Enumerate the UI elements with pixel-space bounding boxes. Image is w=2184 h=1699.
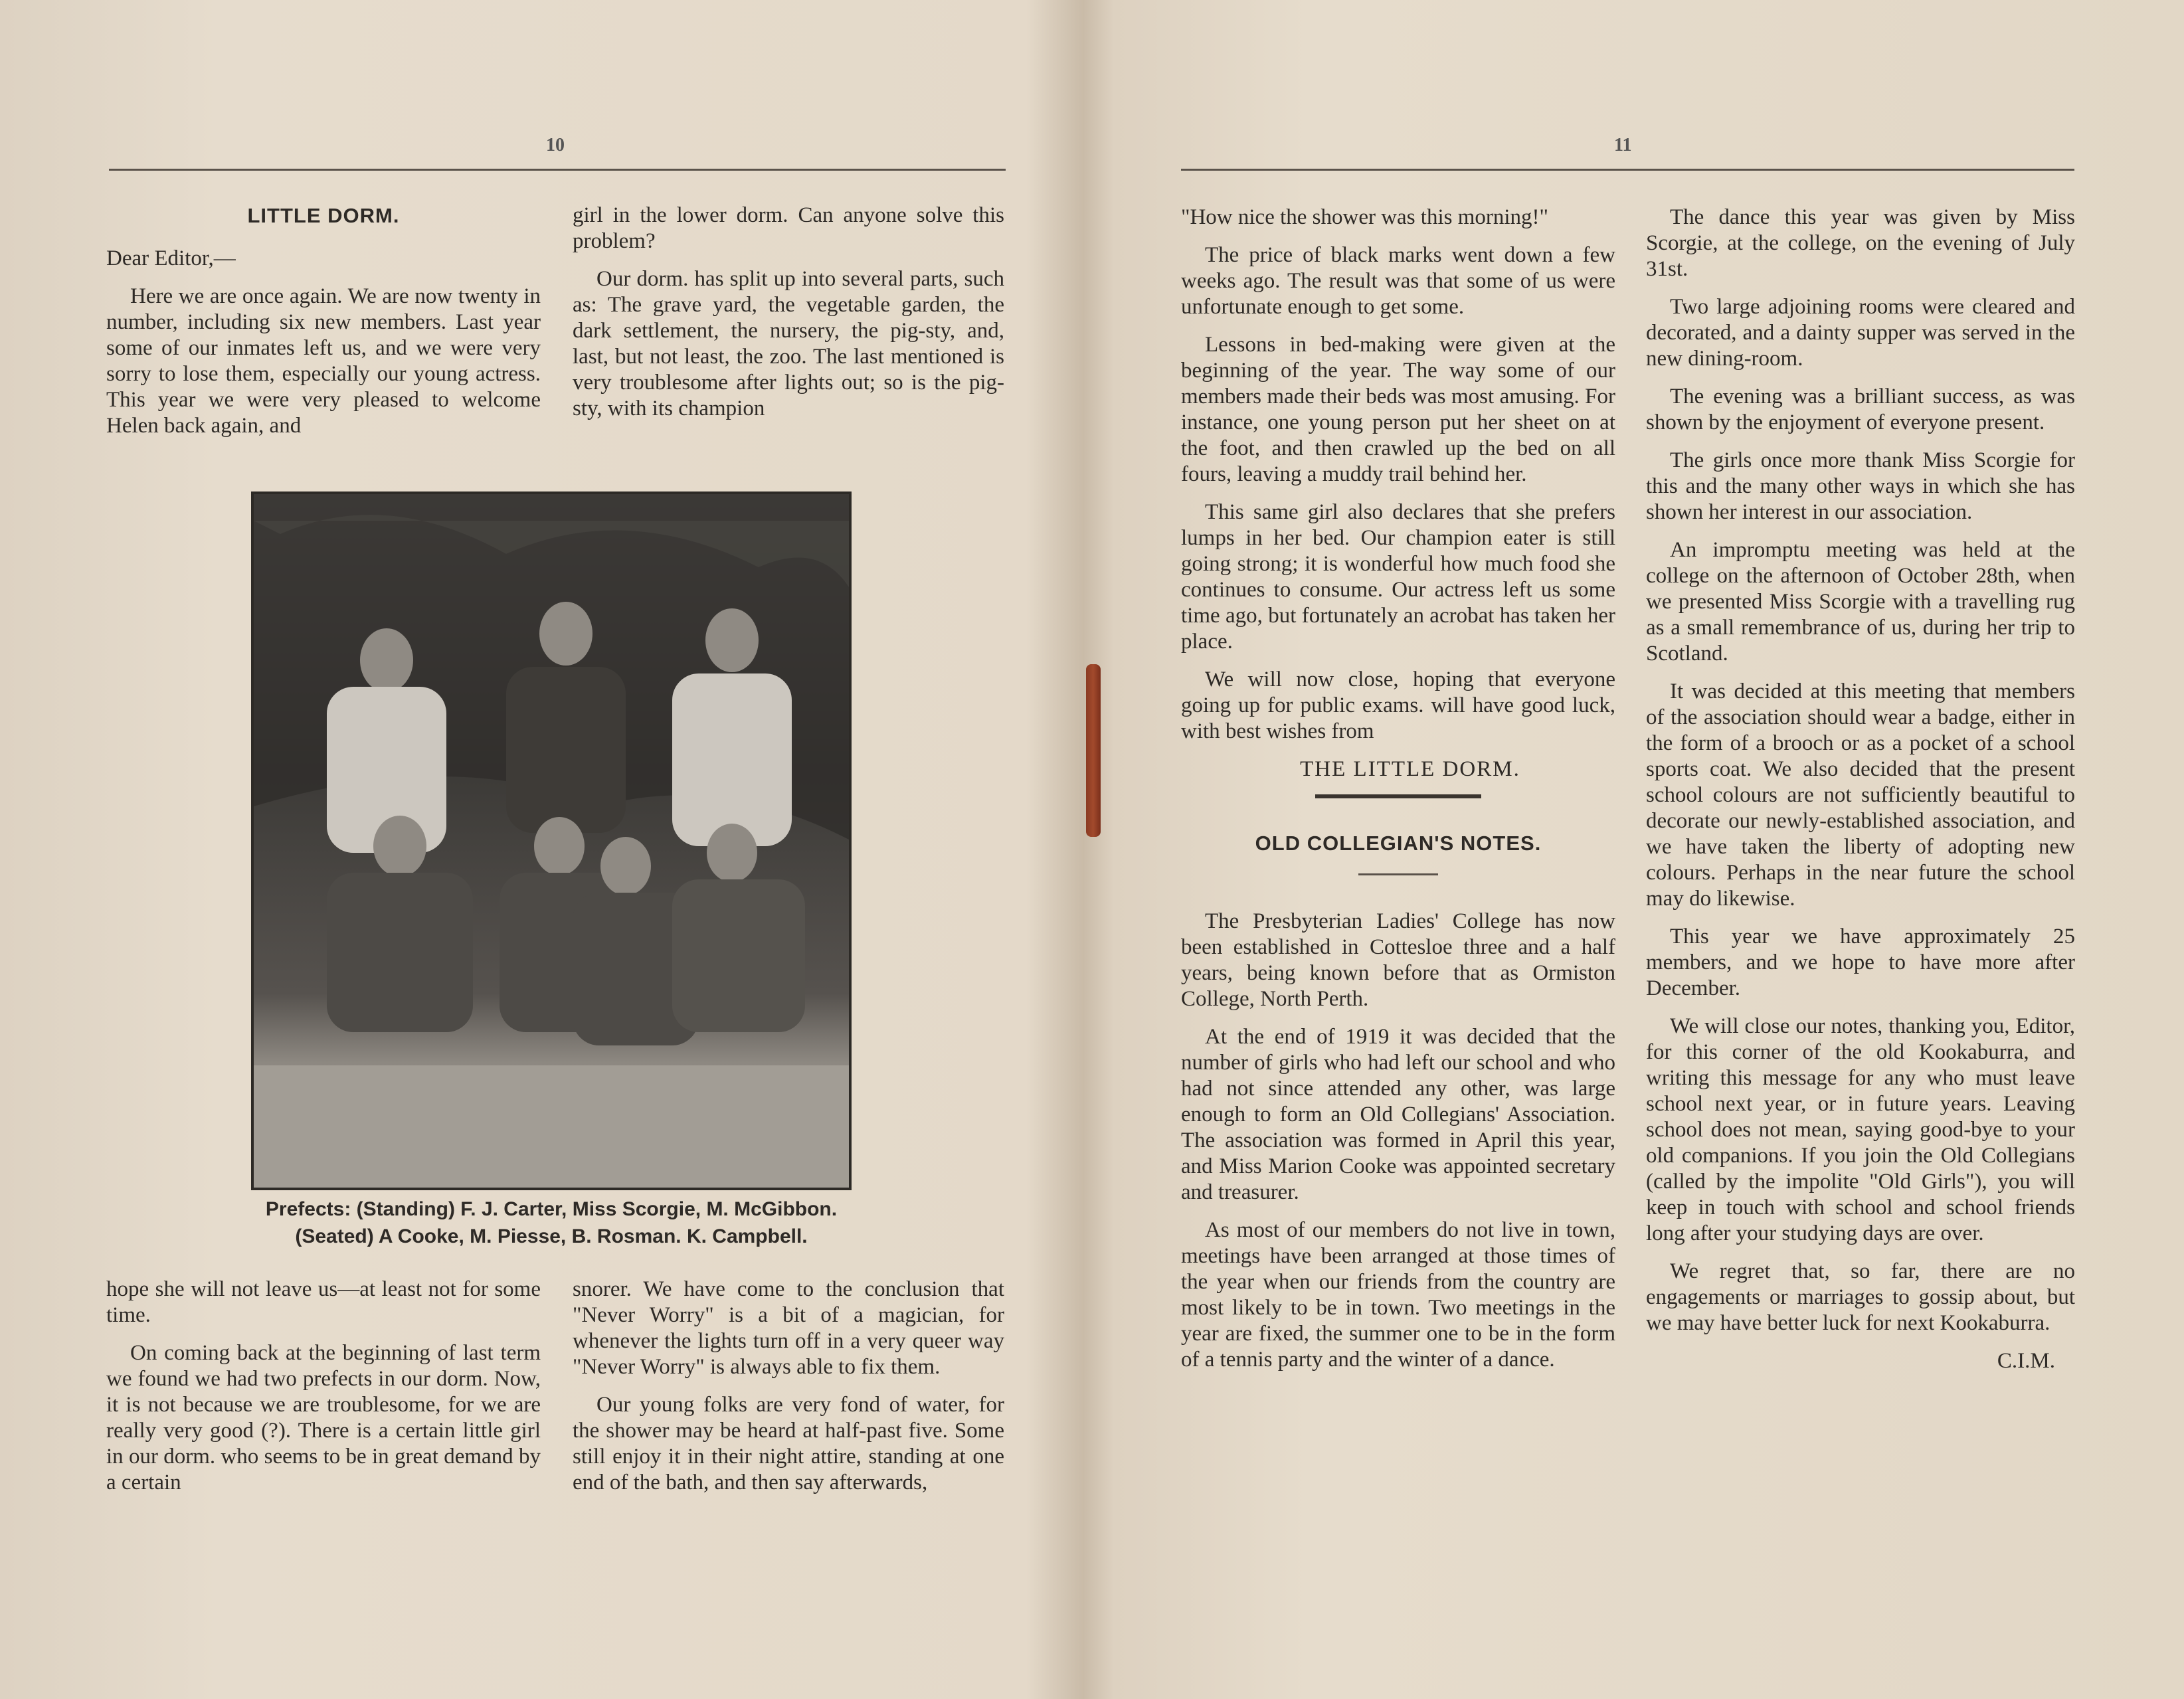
section-divider bbox=[1315, 794, 1481, 798]
right-page bbox=[1096, 0, 2184, 1699]
paragraph: The evening was a brilliant success, as was shown by the enjoyment of everyone present. bbox=[1646, 385, 2075, 434]
prefects-photo bbox=[251, 492, 852, 1190]
heading-underline bbox=[1358, 873, 1438, 875]
left-page bbox=[0, 0, 1089, 1699]
paragraph: It was decided at this meeting that members of the association should wear a badge, either in the form of a brooch or as a pocket of a school sports coat. We also decided that the present school colours are not sufficiently beautiful to decorate our newly-established association, and we have taken the liberty of adopting new colours. Perhaps in the near future the school may do likewise. bbox=[1646, 679, 2075, 911]
column-right-bottom bbox=[573, 1277, 1004, 1508]
caption-line: Prefects: (Standing) F. J. Carter, Miss Scorgie, M. McGibbon. bbox=[265, 1198, 838, 1220]
caption-line: (Seated) A Cooke, M. Piesse, B. Rosman. K. Campbell. bbox=[295, 1225, 808, 1247]
paragraph: Our young folks are very fond of water, for the shower may be heard at half-past five. Some still enjoy it in their night attire, standing at one end of the bath, and then say afterwards, bbox=[573, 1393, 1004, 1494]
dorm-signature: THE LITTLE DORM. bbox=[1300, 757, 1520, 781]
paragraph: Here we are once again. We are now twenty in number, including six new members. Last year some of our inmates left us, and we were very sorry to lose them, especially our young actress. This year we were very pleased to welcome Helen back again, and bbox=[106, 284, 541, 438]
paragraph: We will now close, hoping that everyone going up for public exams. will have good luck, with best wishes from bbox=[1181, 668, 1615, 743]
paragraph: Lessons in bed-making were given at the beginning of the year. The way some of our members made their beds was most amusing. For instance, one young person put her sheet on at the foot, and then crawled up the bed on all fours, leaving a muddy trail behind her. bbox=[1181, 333, 1615, 486]
column-right-top bbox=[573, 203, 1004, 434]
paragraph: This same girl also declares that she prefers lumps in her bed. Our champion eater is still going strong; it is wonderful how much food she continues to consume. Our actress left us some time ago, but fortunately an acrobat has taken her place. bbox=[1181, 500, 1615, 654]
paragraph: We regret that, so far, there are no engagements or marriages to gossip about, but we may have better luck for next Kookaburra. bbox=[1646, 1259, 2075, 1335]
paragraph: This year we have approximately 25 members, and we hope to have more after December. bbox=[1646, 925, 2075, 1000]
paragraph: Our dorm. has split up into several parts, such as: The grave yard, the vegetable garden, the dark settlement, the nursery, the pig-sty, and, last, but not least, the zoo. The last mentioned is very troublesome after lights out; so is the pig-sty, with its champion bbox=[573, 267, 1004, 420]
paragraph: An impromptu meeting was held at the college on the afternoon of October 28th, when we presented Miss Scorgie with a travelling rug as a small remembrance of us, during her trip to Scotland. bbox=[1646, 538, 2075, 666]
paragraph: As most of our members do not live in town, meetings have been arranged at those times of the year when our friends from the country are most likely to be in town. Two meetings in the year are fixed, the summer one to be in the form of a tennis party and the winter of a dance. bbox=[1181, 1218, 1615, 1372]
column-left-top bbox=[106, 203, 541, 451]
column-right bbox=[1646, 205, 2075, 1386]
paragraph: The girls once more thank Miss Scorgie for this and the many other ways in which she has shown her interest in our association. bbox=[1646, 448, 2075, 524]
paragraph: The Presbyterian Ladies' College has now been established in Cottesloe three and a half years, being known before that as Ormiston College, North Perth. bbox=[1181, 909, 1615, 1011]
page-number: 10 bbox=[546, 135, 565, 155]
paragraph: On coming back at the beginning of last term we found we had two prefects in our dorm. Now, it is not because we are troublesome, for we are really very good (?). There is a certain little girl in our dorm. who seems to be in great demand by a certain bbox=[106, 1341, 541, 1494]
section-heading: LITTLE DORM. bbox=[247, 204, 400, 227]
section-heading: OLD COLLEGIAN'S NOTES. bbox=[1255, 832, 1542, 855]
header-rule bbox=[109, 169, 1006, 171]
header-rule bbox=[1181, 169, 2074, 171]
paragraph: "How nice the shower was this morning!" bbox=[1181, 205, 1549, 229]
paragraph: Two large adjoining rooms were cleared and decorated, and a dainty supper was served in the new dining-room. bbox=[1646, 295, 2075, 371]
paragraph: The dance this year was given by Miss Scorgie, at the college, on the evening of July 31st. bbox=[1646, 205, 2075, 281]
paragraph: hope she will not leave us—at least not for some time. bbox=[106, 1277, 541, 1327]
paragraph: snorer. We have come to the conclusion that "Never Worry" is a bit of a magician, for whenever the lights turn off in a very queer way "Never Worry" is always able to fix them. bbox=[573, 1277, 1004, 1379]
paragraph: The price of black marks went down a few weeks ago. The result was that some of us were unfortunate enough to get some. bbox=[1181, 243, 1615, 319]
paragraph: At the end of 1919 it was decided that the number of girls who had left our school and who had not since attended any other, was large enough to form an Old Collegians' Association. The association was formed in April this year, and Miss Marion Cooke was appointed secretary and treasurer. bbox=[1181, 1025, 1615, 1204]
closing-initials: C.I.M. bbox=[1997, 1349, 2055, 1373]
photo-caption bbox=[166, 1196, 937, 1250]
column-left bbox=[1181, 205, 1615, 1385]
page-number: 11 bbox=[1614, 135, 1632, 155]
salutation: Dear Editor,— bbox=[106, 246, 236, 270]
paragraph: We will close our notes, thanking you, Editor, for this corner of the old Kookaburra, and writing this message for any who must leave school next year, or in future years. Leaving school does not mean, saying good-bye to your old companions. If you join the Old Collegians (called by the impolite "Old Girls"), you will keep in touch with school and school friends long after your studying days are over. bbox=[1646, 1014, 2075, 1245]
paragraph: girl in the lower dorm. Can anyone solve this problem? bbox=[573, 203, 1004, 253]
group-photo-illustration bbox=[254, 494, 849, 1188]
column-left-bottom bbox=[106, 1277, 541, 1508]
